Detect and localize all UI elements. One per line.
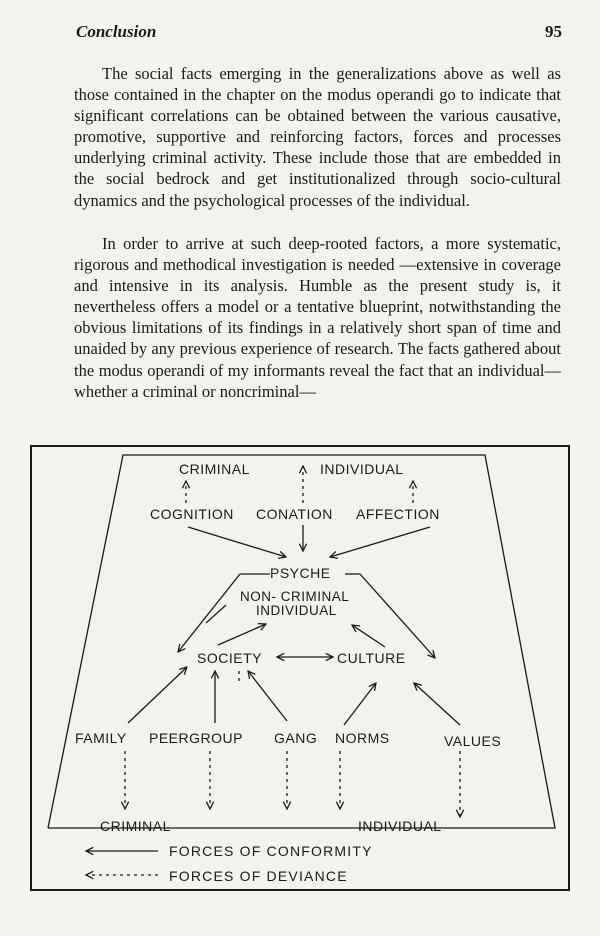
norms-to-culture-arrow	[344, 683, 376, 725]
values-label: VALUES	[444, 733, 502, 749]
values-to-culture-arrow	[414, 683, 460, 725]
affection-label: AFFECTION	[356, 506, 440, 522]
gang-to-society-arrow	[248, 671, 287, 721]
bottom-individual-label: INDIVIDUAL	[358, 818, 442, 834]
culture-to-noncriminal-arrow	[352, 625, 385, 647]
society-to-noncriminal-arrow	[218, 624, 266, 645]
society-label: SOCIETY	[197, 650, 262, 666]
cognition-label: COGNITION	[150, 506, 234, 522]
cognition-to-psyche-arrow	[188, 527, 286, 557]
family-label: FAMILY	[75, 730, 127, 746]
family-to-society-arrow	[128, 667, 187, 723]
legend-conformity-label: FORCES OF CONFORMITY	[169, 843, 373, 859]
affection-to-psyche-arrow	[330, 527, 430, 557]
legend-deviance-label: FORCES OF DEVIANCE	[169, 868, 348, 884]
peergroup-label: PEERGROUP	[149, 730, 243, 746]
psyche-to-culture-line	[360, 574, 435, 658]
chapter-title: Conclusion	[76, 22, 157, 41]
conation-label: CONATION	[256, 506, 333, 522]
page-header	[76, 22, 562, 46]
top-criminal-label: CRIMINAL	[179, 461, 250, 477]
gang-label: GANG	[274, 730, 318, 746]
page-number: 95	[545, 22, 562, 41]
body-paragraph-1: The social facts emerging in the generalizations above as well as those contained in the chapter on the modus operandi go to indicate that significant correlations can be obtained between the various causative, promotive, supportive and reinforcing factors, forces and processes underlying criminal activity. These include those that are embedded in the social bedrock and get institutionalized through socio-cultural dynamics and the psychological processes of the individual.	[74, 64, 561, 210]
psyche-label: PSYCHE	[270, 565, 331, 581]
top-individual-label: INDIVIDUAL	[320, 461, 404, 477]
noncriminal-label-line2: INDIVIDUAL	[256, 603, 337, 618]
noncriminal-label-line1: NON- CRIMINAL	[240, 589, 350, 604]
psyche-to-society-line	[178, 574, 240, 652]
bottom-criminal-label: CRIMINAL	[100, 818, 171, 834]
culture-label: CULTURE	[337, 650, 406, 666]
norms-label: NORMS	[335, 730, 390, 746]
body-paragraph-2: In order to arrive at such deep-rooted factors, a more systematic, rigorous and methodical investigation is needed —extensive in coverage and intensive in its analysis. Humble as the present study is, it nevertheless offers a model or a tentative blueprint, notwithstanding the obvious limitations of its findings in a relatively short span of time and unaided by any previous experience of research. The facts gathered about the modus operandi of my informants reveal the fact that an individual—whether a criminal or noncriminal—	[74, 234, 561, 401]
criminality-model-diagram	[30, 445, 570, 893]
